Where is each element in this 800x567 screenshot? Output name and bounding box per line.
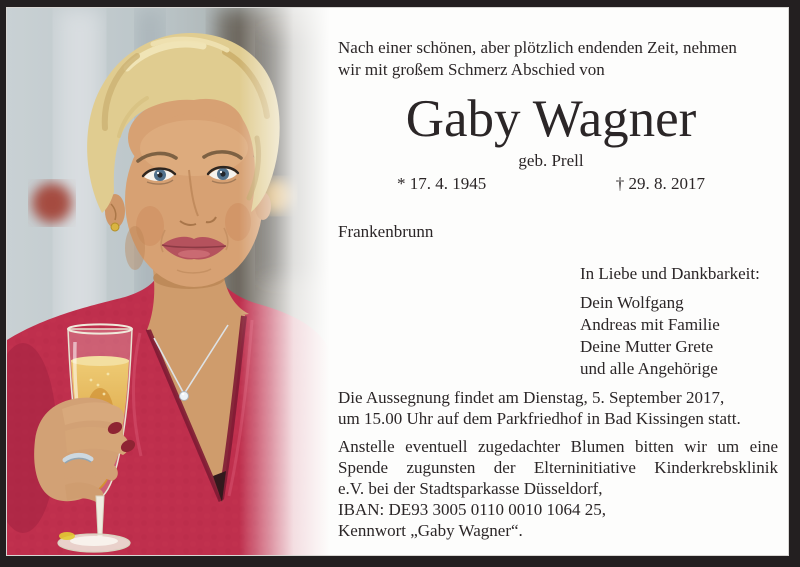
mourner-line: und alle Angehörige bbox=[580, 359, 718, 378]
death-date: † 29. 8. 2017 bbox=[615, 174, 705, 193]
service-line-2: um 15.00 Uhr auf dem Parkfriedhof in Bad Kissingen statt. bbox=[338, 409, 741, 428]
intro-line-1: Nach einer schönen, aber plötzlich endenden Zeit, nehmen bbox=[338, 38, 737, 57]
residence: Frankenbrunn bbox=[338, 222, 434, 241]
mourner-line: Andreas mit Familie bbox=[580, 315, 720, 334]
birth-date: * 17. 4. 1945 bbox=[397, 174, 487, 193]
donation-line-2: Spende zugunsten der Elterninitiative Kinderkrebsklinik bbox=[338, 458, 778, 477]
mourner-line: Deine Mutter Grete bbox=[580, 337, 714, 356]
service-line-1: Die Aussegnung findet am Dienstag, 5. September 2017, bbox=[338, 388, 725, 407]
deceased-name: Gaby Wagner bbox=[405, 90, 697, 148]
donation-paragraph bbox=[338, 436, 778, 541]
donation-iban: IBAN: DE93 3005 0110 0010 1064 25, bbox=[338, 500, 607, 519]
photo-fade-edge bbox=[239, 8, 330, 555]
portrait-photo bbox=[7, 8, 330, 555]
service-paragraph bbox=[338, 387, 741, 429]
mourning-heading: In Liebe und Dankbarkeit: bbox=[580, 264, 760, 283]
maiden-name: geb. Prell bbox=[518, 151, 584, 170]
gold-earring bbox=[111, 223, 119, 231]
donation-keyword: Kennwort „Gaby Wagner“. bbox=[338, 521, 523, 540]
life-dates bbox=[391, 173, 711, 195]
deceased-block bbox=[391, 92, 711, 195]
paper bbox=[7, 8, 788, 555]
donation-line-3: e.V. bei der Stadtsparkasse Düsseldorf, bbox=[338, 479, 603, 498]
intro-paragraph bbox=[338, 37, 737, 81]
mourner-line: Dein Wolfgang bbox=[580, 293, 684, 312]
donation-line-1: Anstelle eventuell zugedachter Blumen bitten wir um eine bbox=[338, 437, 778, 456]
intro-line-2: wir mit großem Schmerz Abschied von bbox=[338, 60, 605, 79]
mourners-block bbox=[580, 263, 760, 380]
